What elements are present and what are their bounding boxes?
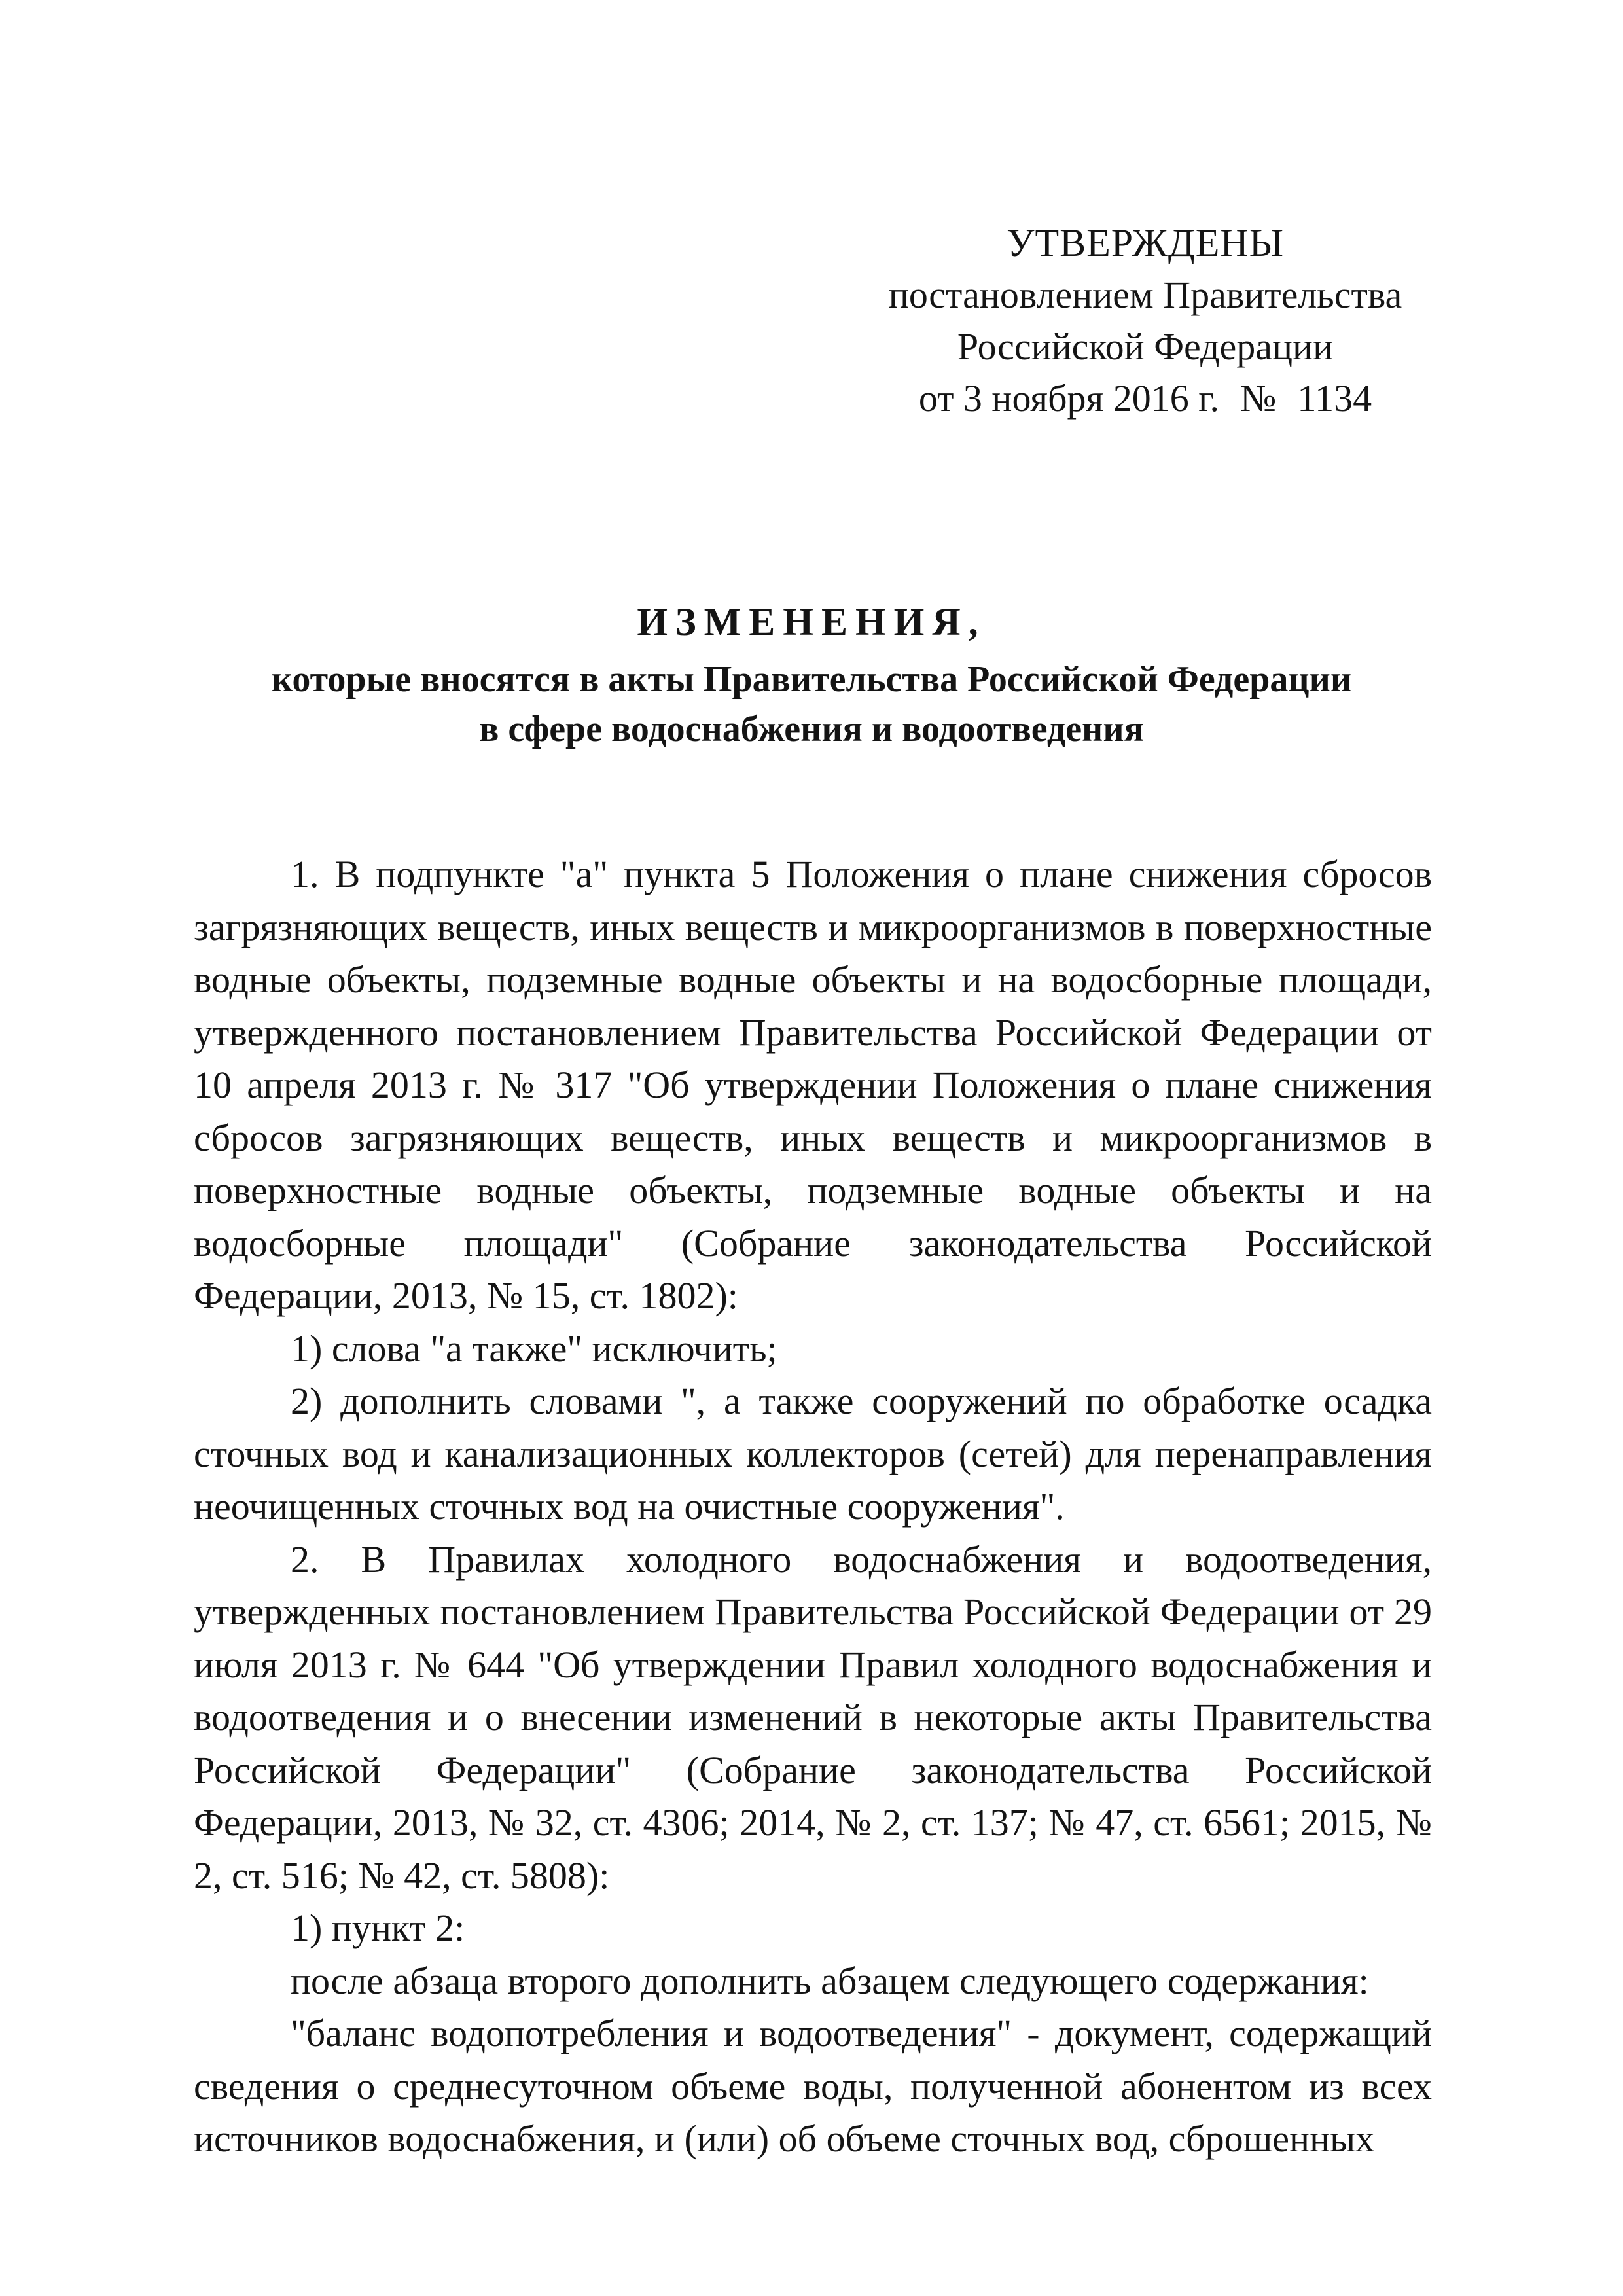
- paragraph-item-1: 1. В подпункте "а" пункта 5 Положения о плане снижения сбросов загрязняющих веществ, иных веществ и микроорганизмов в поверхностные водные объекты, подземные водные объекты и на водосборные площади, утвержденного постановлением Правительства Российской Федерации от 10 апреля 2013 г. № 317 "Об утверждении Положения о плане снижения сбросов загрязняющих веществ, иных веществ и микроорганизмов в поверхностные водные объекты, подземные водные объекты и на водосборные площади" (Собрание законодательства Российской Федерации, 2013, № 15, ст. 1802):: [194, 853, 1432, 1317]
- approval-number-sign: №: [1240, 377, 1277, 420]
- paragraph-item-2-sub-1: 1) пункт 2:: [291, 1907, 465, 1949]
- approval-stamp: [877, 217, 1414, 424]
- subtitle-line-2: в сфере водоснабжения и водоотведения: [479, 709, 1144, 749]
- approval-title: УТВЕРЖДЕНЫ: [1006, 221, 1285, 264]
- approval-number: 1134: [1297, 377, 1372, 420]
- paragraph-item-1-sub-1: 1) слова "а также" исключить;: [291, 1327, 777, 1370]
- approval-line-1: постановлением Правительства: [888, 274, 1402, 316]
- document-title: ИЗМЕНЕНИЯ,: [637, 600, 986, 643]
- approval-date-number: [877, 372, 1414, 424]
- subtitle-line-1: которые вносятся в акты Правительства Российской Федерации: [271, 659, 1352, 700]
- document-subtitle: [196, 655, 1427, 754]
- approval-date: от 3 ноября 2016 г.: [918, 377, 1219, 420]
- paragraph-item-2-sub-1-text: после абзаца второго дополнить абзацем следующего содержания:: [291, 1959, 1369, 2002]
- paragraph-definition: "баланс водопотребления и водоотведения" - документ, содержащий сведения о среднесуточном объеме воды, полученной абонентом из всех источников водоснабжения, и (или) об объеме сточных вод, сброшенных: [194, 2012, 1432, 2160]
- paragraph-item-2: 2. В Правилах холодного водоснабжения и водоотведения, утвержденных постановлением Правительства Российской Федерации от 29 июля 2013 г. № 644 "Об утверждении Правил холодного водоснабжения и водоотведения и о внесении изменений в некоторые акты Правительства Российской Федерации" (Собрание законодательства Российской Федерации, 2013, № 32, ст. 4306; 2014, № 2, ст. 137; № 47, ст. 6561; 2015, № 2, ст. 516; № 42, ст. 5808):: [194, 1537, 1432, 1897]
- approval-line-2: Российской Федерации: [957, 325, 1334, 368]
- document-body: [194, 848, 1432, 2166]
- paragraph-item-1-sub-2: 2) дополнить словами ", а также сооружений по обработке осадка сточных вод и канализационных коллекторов (сетей) для перенаправления неочищенных сточных вод на очистные сооружения".: [194, 1380, 1432, 1528]
